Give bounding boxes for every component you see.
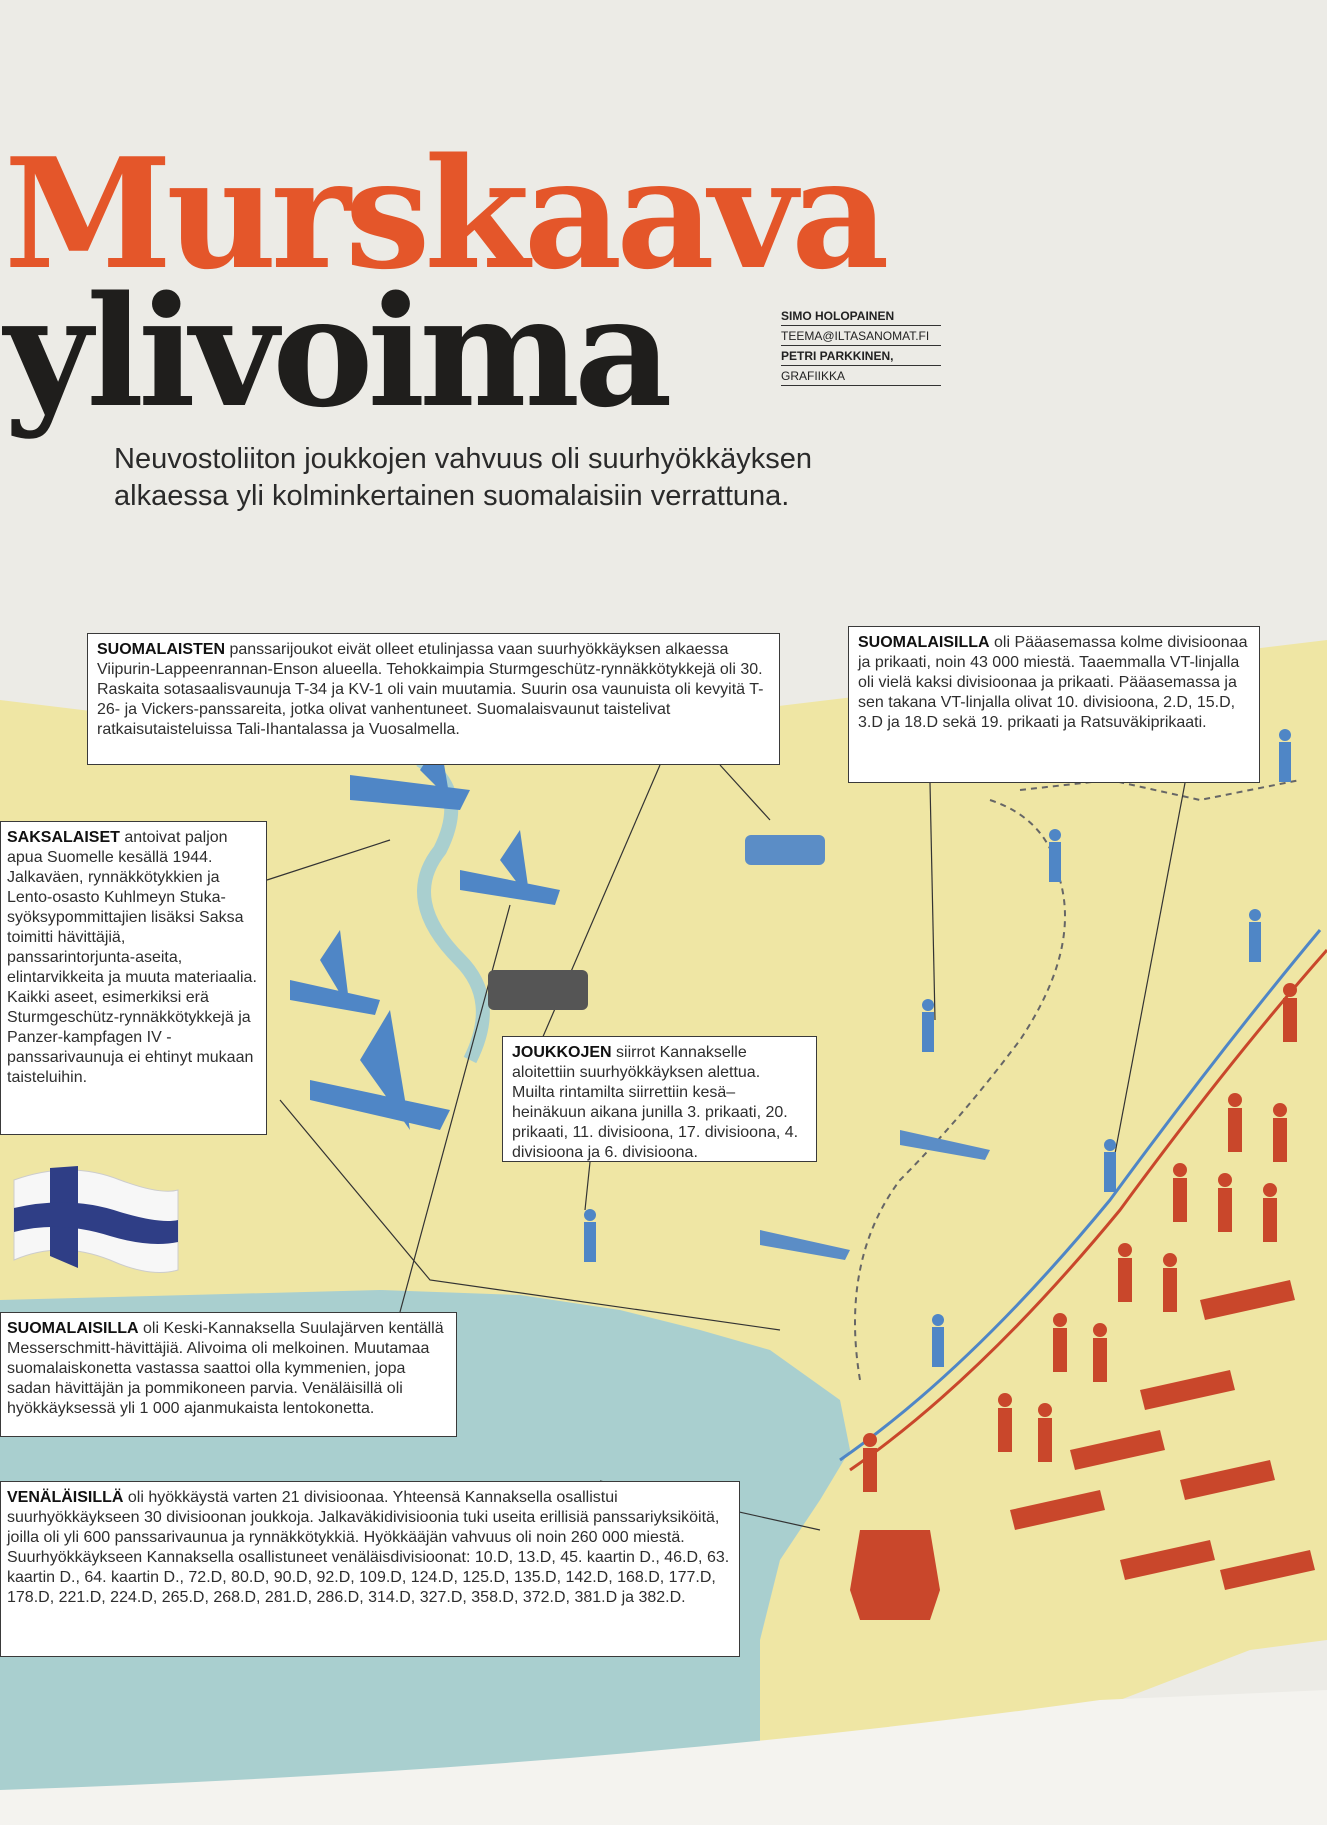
box-lead: SUOMALAISILLA [7,1320,139,1337]
lead-paragraph: Neuvostoliiton joukkojen vahvuus oli suurhyökkäyksen alkaessa yli kolminkertainen suomalaisiin verrattuna. [114,443,812,512]
box-text: oli hyökkäystä varten 21 divisioonaa. Yhteensä Kannaksella osallistui suurhyökkäykseen 30 divisioonan joukkoja. Jalkaväkidivisioonia tuki useita erillisiä panssariyksiköitä, joilla oli yli 600 panssarivaunua ja rynnäkkötykkiä. Hyökkääjän vahvuus oli noin 260 000 miestä. Suurhyökkäykseen Kannaksella osallistuneet venäläisdivisioonat: 10.D, 13.D, 45. kaartin D., 46.D, 63. kaartin D., 64. kaartin D., 72.D, 80.D, 90.D, 92.D, 109.D, 124.D, 125.D, 135.D, 142.D, 168.D, 177.D, 178.D, 221.D, 224.D, 265.D, 268.D, 281.D, 286.D, 314.D, 327.D, 358.D, 372.D, 381.D ja 382.D. [7,1489,730,1606]
info-box-finnish-air [0,1312,457,1437]
box-lead: SUOMALAISTEN [97,641,225,658]
box-text: panssarijoukot eivät olleet etulinjassa vaan suurhyökkäyksen alkaessa Viipurin-Lappeenrannan-Enson alueella. Tehokkaimpia Sturmgeschütz-rynnäkkötykkejä oli 30. Raskaita sotasaalisvaunuja T-34 ja KV-1 oli vain muutamia. Suurin osa vaunuista oli kevyitä T-26- ja Vickers-panssareita, jotka olivat vanhentuneet. Suomalaisvaunut taistelivat ratkaisutaisteluissa Tali-Ihantalassa ja Vuosalmella. [97,641,764,738]
headline-line-1: Murskaava [4,124,884,303]
info-box-soviets [0,1481,740,1657]
author-name: SIMO HOLOPAINEN [781,306,941,326]
info-box-finnish-armor [87,633,780,765]
info-box-finnish-main-position [848,626,1260,783]
box-text: oli Keski-Kannaksella Suulajärven kentällä Messerschmitt-hävittäjiä. Alivoima oli melkoinen. Muutamaa suomalaiskonetta vastassa saattoi olla kymmenien, jopa sadan hävittäjän ja pommikoneen parvia. Venäläisillä oli hyökkäyksessä yli 1 000 ajanmukaista lentokonetta. [7,1320,444,1417]
info-box-troop-transfers [502,1036,817,1162]
graphics-role: GRAFIIKKA [781,366,941,386]
graphics-author: PETRI PARKKINEN, [781,346,941,366]
box-lead: SAKSALAISET [7,829,120,846]
box-lead: VENÄLÄISILLÄ [7,1489,124,1506]
box-text: siirrot Kannakselle aloitettiin suurhyökkäyksen alettua. Muilta rintamilta siirrettiin kesä–heinäkuun aikana junilla 3. prikaati, 20. prikaati, 11. divisioona, 17. divisioona, 4. divisioona ja 6. divisioona. [512,1044,799,1161]
finnish-flag-icon [10,1160,182,1280]
box-text: oli Pääasemassa kolme divisioonaa ja prikaati, noin 43 000 miestä. Taaemmalla VT-linjalla oli vielä kaksi divisioonaa ja prikaati. Pääasemassa ja sen takana VT-linjalla olivat 10. divisioona, 2.D, 15.D, 3.D ja 18.D sekä 19. prikaati ja Ratsuväkiprikaati. [858,634,1248,731]
info-box-germans [0,821,267,1135]
box-lead: JOUKKOJEN [512,1044,612,1061]
author-email[interactable]: TEEMA@ILTASANOMAT.FI [781,326,941,346]
box-lead: SUOMALAISILLA [858,634,990,651]
byline [781,306,941,386]
headline-line-2: ylivoima [4,262,667,441]
box-text: antoivat paljon apua Suomelle kesällä 1944. Jalkaväen, rynnäkkötykkien ja Lento-osasto Kuhlmeyn Stuka-syöksypommittajien lisäksi Saksa toimitti hävittäjiä, panssarintorjunta-aseita, elintarvikkeita ja muuta materiaalia. Kaikki aseet, esimerkiksi erä Sturmgeschütz-rynnäkkötykkejä ja Panzer-kampfagen IV -panssarivaunuja ei ehtinyt mukaan taisteluihin. [7,829,257,1086]
